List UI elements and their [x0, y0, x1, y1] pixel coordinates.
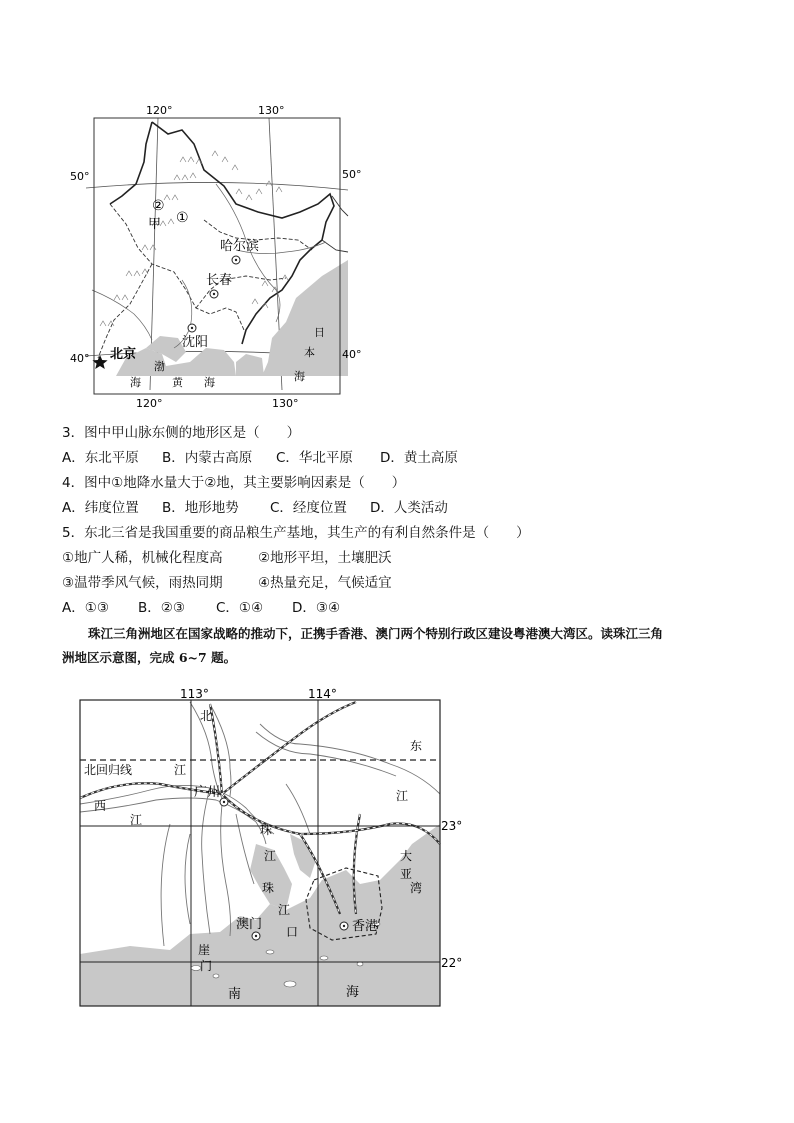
lon-label-120: 120° — [146, 104, 173, 117]
bay-ya: 亚 — [400, 867, 413, 881]
lat-label-50-left: 50° — [70, 170, 90, 183]
sea-hai-yellow: 海 — [204, 376, 215, 389]
q5-option-b[interactable]: B．②③ — [138, 600, 185, 616]
q3-option-b[interactable]: B．内蒙古高原 — [162, 450, 253, 466]
city-macau: 澳门 — [236, 917, 263, 932]
lat-label-23: 23° — [441, 819, 463, 833]
q4-option-b[interactable]: B．地形地势 — [162, 500, 239, 516]
gate-ya: 崖 — [198, 943, 211, 957]
q5-option-d[interactable]: D．③④ — [292, 600, 341, 616]
river-dong-jiang: 江 — [396, 789, 409, 803]
q4-option-a[interactable]: A．纬度位置 — [62, 500, 139, 516]
intro-line-2: 洲地区示意图，完成 6~7 题。 — [62, 650, 237, 665]
question-5-stem: 5．东北三省是我国重要的商品粮生产基地，其生产的有利自然条件是（ ） — [62, 525, 530, 541]
gate-men: 门 — [200, 959, 213, 973]
estuary-jiang: 江 — [278, 903, 291, 917]
q4-option-d[interactable]: D．人类活动 — [370, 500, 448, 516]
lon-label-130-bottom: 130° — [272, 397, 299, 410]
river-zhu-jiang: 江 — [264, 849, 277, 863]
river-bei: 北 — [200, 709, 213, 723]
river-dong: 东 — [410, 739, 423, 753]
city-hongkong: 香港 — [352, 919, 379, 934]
estuary-kou: 口 — [286, 925, 299, 939]
city-harbin: 哈尔滨 — [220, 239, 260, 254]
q5-option-a[interactable]: A．①③ — [62, 600, 109, 616]
city-guangzhou: 广州 — [194, 785, 221, 800]
lat-label-22: 22° — [441, 956, 463, 970]
estuary-zhu: 珠 — [262, 881, 275, 895]
lon-label-114: 114° — [308, 687, 337, 701]
question-5-options — [62, 599, 340, 617]
pearl-river-delta-map — [60, 684, 480, 1014]
q4-option-c[interactable]: C．经度位置 — [270, 500, 347, 516]
sea-ri: 日 — [314, 326, 325, 339]
sea-bo: 渤 — [154, 360, 165, 373]
river-bei-jiang: 江 — [174, 763, 187, 777]
question-4-stem: 4．图中①地降水量大于②地，其主要影响因素是（ ） — [62, 475, 406, 491]
capital-star-icon — [92, 355, 107, 369]
marker-1: ① — [176, 210, 189, 226]
city-beijing: 北京 — [110, 347, 137, 362]
tropic-of-cancer-label: 北回归线 — [84, 763, 133, 777]
question-3-stem: 3．图中甲山脉东侧的地形区是（ ） — [62, 425, 301, 441]
city-changchun: 长春 — [206, 273, 233, 288]
lon-label-113: 113° — [180, 687, 209, 701]
intro-line-1: 珠江三角洲地区在国家战略的推动下，正携手香港、澳门两个特别行政区建设粤港澳大湾区。读珠江三角 — [88, 626, 664, 641]
question-5 — [62, 524, 530, 542]
sea-hai-bohai: 海 — [130, 376, 141, 389]
q3-option-c[interactable]: C．华北平原 — [276, 450, 353, 466]
lat-label-40-left: 40° — [70, 352, 90, 365]
river-zhu: 珠 — [260, 823, 273, 837]
sea-huang: 黄 — [172, 376, 183, 389]
intro-paragraph — [62, 622, 742, 670]
sea-nan: 南 — [228, 987, 242, 1002]
question-5-conditions-row2 — [62, 574, 392, 592]
bay-wan: 湾 — [410, 881, 423, 895]
city-shenyang: 沈阳 — [182, 335, 209, 350]
q5-condition-4: ④热量充足，气候适宜 — [258, 575, 392, 591]
q5-condition-3: ③温带季风气候，雨热同期 — [62, 575, 223, 591]
lat-label-50-right: 50° — [342, 168, 362, 181]
northeast-china-map — [70, 100, 368, 412]
q5-condition-2: ②地形平坦，土壤肥沃 — [258, 550, 392, 566]
river-xi: 西 — [94, 799, 107, 813]
question-3-options — [62, 449, 458, 467]
marker-jia: 甲 — [148, 217, 162, 232]
q5-condition-1: ①地广人稀，机械化程度高 — [62, 550, 223, 566]
question-4-options — [62, 499, 448, 517]
sea-ben: 本 — [304, 346, 315, 359]
question-5-conditions-row1 — [62, 549, 392, 567]
lon-label-120-bottom: 120° — [136, 397, 163, 410]
bay-da: 大 — [400, 849, 413, 863]
marker-2: ② — [152, 198, 165, 214]
sea-hai: 海 — [346, 985, 360, 1000]
lat-label-40-right: 40° — [342, 348, 362, 361]
lon-label-130: 130° — [258, 104, 285, 117]
q3-option-d[interactable]: D．黄土高原 — [380, 450, 458, 466]
question-3 — [62, 424, 300, 442]
sea-hai-japan: 海 — [294, 370, 305, 383]
q5-option-c[interactable]: C．①④ — [216, 600, 264, 616]
river-xi-jiang: 江 — [130, 813, 143, 827]
question-4 — [62, 474, 405, 492]
q3-option-a[interactable]: A．东北平原 — [62, 450, 139, 466]
